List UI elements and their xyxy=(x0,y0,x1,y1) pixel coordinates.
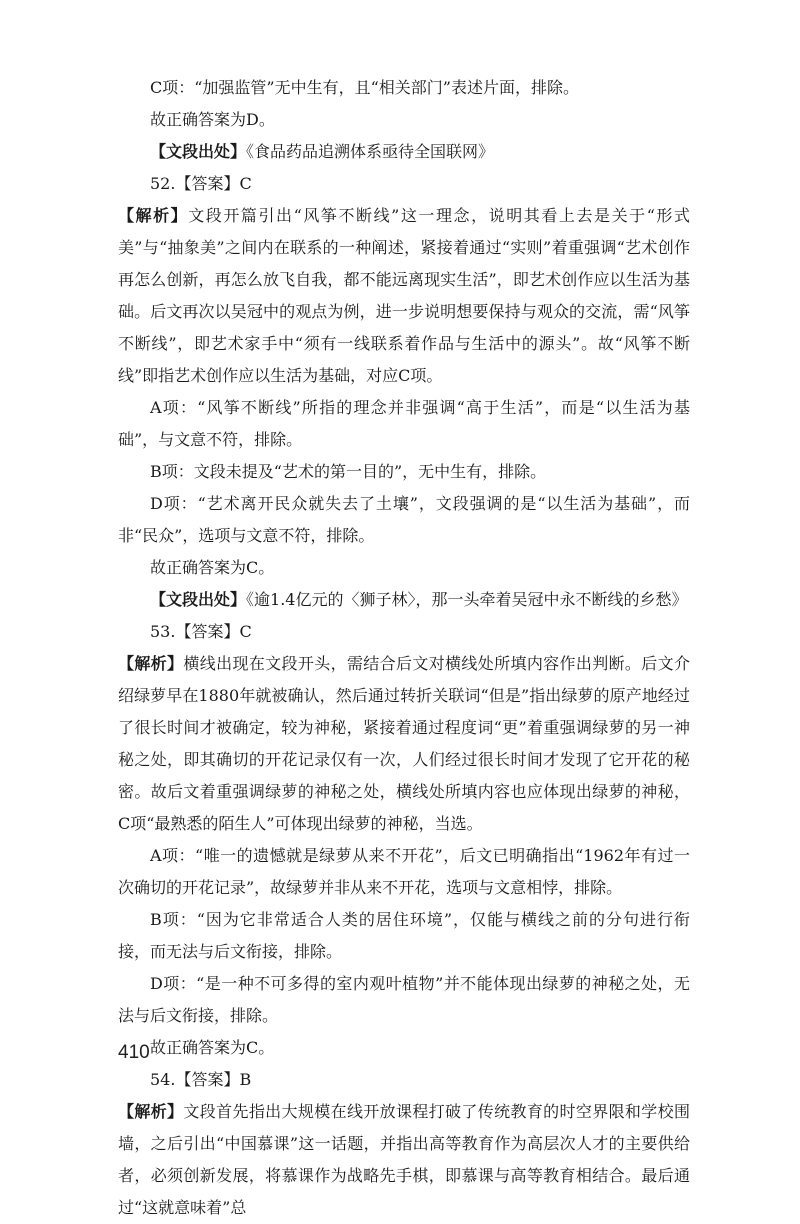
paragraph xyxy=(118,968,690,1032)
paragraph-text: D项：“是一种不可多得的室内观叶植物”并不能体现出绿萝的神秘之处，无法与后文衔接，排除。 xyxy=(118,974,690,1025)
paragraph xyxy=(118,488,690,552)
paragraph-text: B项：文段未提及“艺术的第一目的”，无中生有，排除。 xyxy=(150,462,547,481)
paragraph xyxy=(118,840,690,904)
paragraph-text: 文段首先指出大规模在线开放课程打破了传统教育的时空界限和学校围墙，之后引出“中国慕课”这一话题，并指出高等教育作为高层次人才的主要供给者，必须创新发展，将慕课作为战略先手棋，即慕课与高等教育相结合。最后通过“这就意味着”总 xyxy=(118,1102,690,1217)
paragraph-text: 横线出现在文段开头，需结合后文对横线处所填内容作出判断。后文介绍绿萝早在1880年就被确认，然后通过转折关联词“但是”指出绿萝的原产地经过了很长时间才被确定，较为神秘，紧接着通过程度词“更”着重强调绿萝的另一神秘之处，即其确切的开花记录仅有一次，人们经过很长时间才发现了它开花的秘密。故后文着重强调绿萝的神秘之处，横线处所填内容也应体现出绿萝的神秘，C项“最熟悉的陌生人”可体现出绿萝的神秘，当选。 xyxy=(118,654,690,833)
section-label: 【文段出处】 xyxy=(150,142,247,161)
paragraph xyxy=(118,584,690,616)
paragraph xyxy=(118,552,690,584)
paragraph-text: 故正确答案为C。 xyxy=(150,1038,275,1057)
paragraph xyxy=(118,1096,690,1224)
paragraph xyxy=(118,136,690,168)
page-number: 410 xyxy=(118,1042,150,1063)
paragraph xyxy=(118,616,690,648)
paragraph-text: B项：“因为它非常适合人类的居住环境”，仅能与横线之前的分句进行衔接，而无法与后文衔接，排除。 xyxy=(118,910,690,961)
paragraph xyxy=(118,72,690,104)
paragraph xyxy=(118,200,690,392)
paragraph xyxy=(118,456,690,488)
paragraph xyxy=(118,1064,690,1096)
paragraph xyxy=(118,392,690,456)
paragraph-text: 文段开篇引出“风筝不断线”这一理念，说明其看上去是关于“形式美”与“抽象美”之间内在联系的一种阐述，紧接着通过“实则”着重强调“艺术创作再怎么创新，再怎么放飞自我，都不能远离现实生活”，即艺术创作应以生活为基础。后文再次以吴冠中的观点为例，进一步说明想要保持与观众的交流，需“风筝不断线”，即艺术家手中“须有一线联系着作品与生活中的源头”。故“风筝不断线”即指艺术创作应以生活为基础，对应C项。 xyxy=(118,206,690,385)
paragraph-text: C项：“加强监管”无中生有，且“相关部门”表述片面，排除。 xyxy=(150,78,579,97)
paragraph xyxy=(118,168,690,200)
section-label: 【文段出处】 xyxy=(150,590,247,609)
section-label: 【解析】 xyxy=(118,1102,184,1121)
paragraph-text: 54.【答案】B xyxy=(150,1070,252,1089)
paragraph-text: 53.【答案】C xyxy=(150,622,252,641)
paragraph xyxy=(118,648,690,840)
section-label: 【解析】 xyxy=(118,206,189,225)
paragraph xyxy=(118,104,690,136)
paragraph xyxy=(118,1032,690,1064)
paragraph-text: A项：“唯一的遗憾就是绿萝从来不开花”，后文已明确指出“1962年有过一次确切的开花记录”，故绿萝并非从来不开花，选项与文意相悖，排除。 xyxy=(118,846,690,897)
paragraph-text: 《食品药品追溯体系亟待全国联网》 xyxy=(246,142,495,161)
section-label: 【解析】 xyxy=(118,654,184,673)
paragraph-text: A项：“风筝不断线”所指的理念并非强调“高于生活”，而是“以生活为基础”，与文意不符，排除。 xyxy=(118,398,690,449)
paragraph-text: 故正确答案为D。 xyxy=(150,110,275,129)
paragraph-text: 《逾1.4亿元的〈狮子林〉，那一头牵着吴冠中永不断线的乡愁》 xyxy=(246,590,688,609)
paragraph-text: D项：“艺术离开民众就失去了土壤”，文段强调的是“以生活为基础”，而非“民众”，选项与文意不符，排除。 xyxy=(118,494,690,545)
paragraph xyxy=(118,904,690,968)
page-body xyxy=(118,72,690,1224)
paragraph-text: 故正确答案为C。 xyxy=(150,558,275,577)
paragraph-text: 52.【答案】C xyxy=(150,174,252,193)
